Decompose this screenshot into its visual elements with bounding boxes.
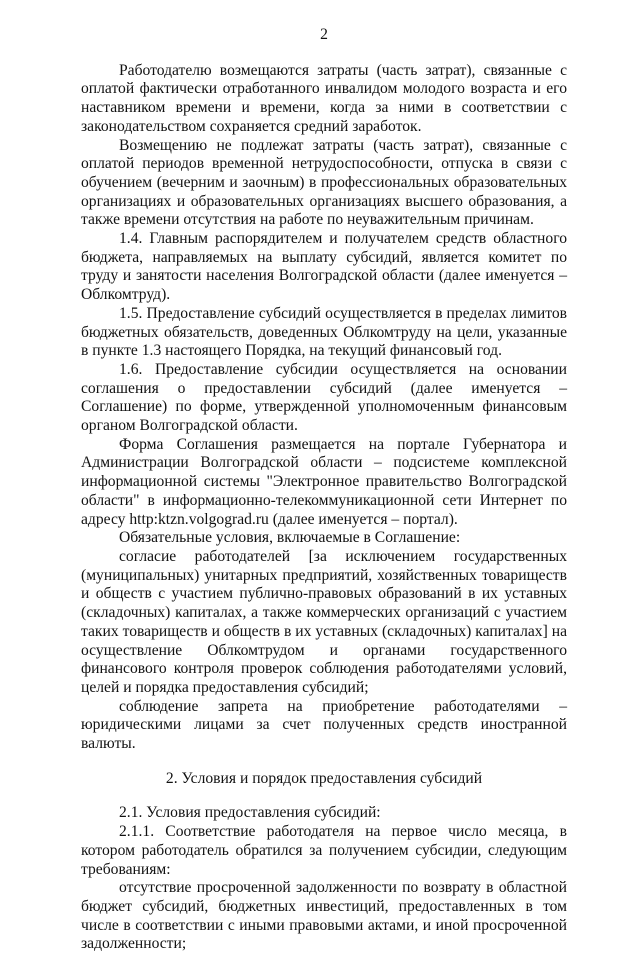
paragraph-non-reimbursable: Возмещению не подлежат затраты (часть затрат), связанные с оплатой периодов временной нетрудоспособности, отпуска в связи с обучением (вечерним и заочным) в профессиональных образовательных организациях и образовательных организациях высшего образования, а также времени отсутствия на работе по неуважительным причинам. <box>81 136 567 229</box>
paragraph-1-4: 1.4. Главным распорядителем и получателем средств областного бюджета, направляемых на выплату субсидий, является комитет по труду и занятости населения Волгоградской области (далее именуется – Облкомтруд). <box>81 230 567 304</box>
paragraph-agreement-form: Форма Соглашения размещается на портале Губернатора и Администрации Волгоградской области – подсистеме комплексной информационной системы "Электронное правительство Волгоградской области" в информационно-телекоммуникационной сети Интернет по адресу http:ktzn.volgograd.ru (далее именуется – портал). <box>81 435 567 528</box>
paragraph-currency-ban: соблюдение запрета на приобретение работодателями – юридическими лицами за счет полученных средств иностранной валюты. <box>81 697 567 753</box>
paragraph-mandatory-conditions: Обязательные условия, включаемые в Соглашение: <box>119 529 461 547</box>
paragraph-employer-costs: Работодателю возмещаются затраты (часть затрат), связанные с оплатой фактически отработанного инвалидом молодого возраста и его наставником времени и времени, когда за ними в соответствии с законодательством сохраняется средний заработок. <box>81 61 567 135</box>
paragraph-no-overdue-debt: отсутствие просроченной задолженности по возврату в областной бюджет субсидий, бюджетных инвестиций, предоставленных в том числе в соответствии с иными правовыми актами, и иной просроченной задолженности; <box>81 879 567 953</box>
document-page <box>81 26 567 954</box>
page-number: 2 <box>320 26 328 43</box>
paragraph-1-6: 1.6. Предоставление субсидии осуществляется на основании соглашения о предоставлении субсидий (далее именуется – Соглашение) по форме, утвержденной уполномоченным финансовым органом Волгоградской области. <box>81 360 567 435</box>
paragraph-2-1: 2.1. Условия предоставления субсидий: <box>119 804 381 822</box>
section-heading: 2. Условия и порядок предоставления субсидий <box>165 769 483 787</box>
paragraph-consent: согласие работодателей [за исключением государственных (муниципальных) унитарных предприятий, хозяйственных товариществ и обществ с участием публично-правовых образований в их уставных (складочных) капиталах, а также коммерческих организаций с участием таких товариществ и обществ в их уставных (складочных) капиталах] на осуществление Облкомтрудом и органами государственного финансового контроля проверок соблюдения работодателями условий, целей и порядка предоставления субсидий; <box>81 547 567 696</box>
paragraph-2-1-1: 2.1.1. Соответствие работодателя на первое число месяца, в котором работодатель обратился за получением субсидии, следующим требованиям: <box>81 823 567 878</box>
paragraph-1-5: 1.5. Предоставление субсидий осуществляется в пределах лимитов бюджетных обязательств, доведенных Облкомтруду на цели, указанные в пункте 1.3 настоящего Порядка, на текущий финансовый год. <box>81 304 567 360</box>
